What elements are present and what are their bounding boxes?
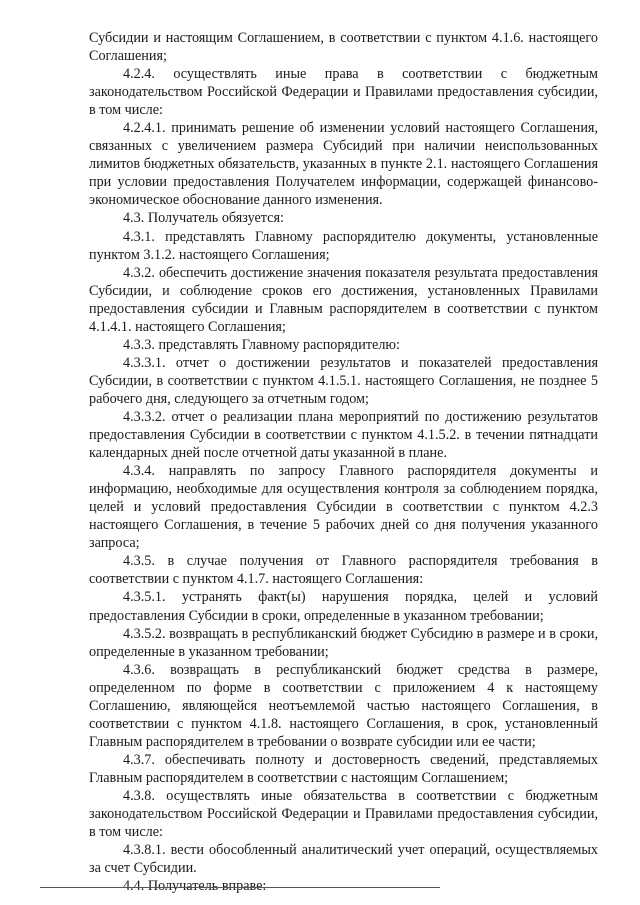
footnote-separator	[40, 887, 440, 888]
paragraph: 4.2.4. осуществлять иные права в соответствии с бюджетным законодательством Российской Федерации и Правилами предоставления субсидии, в том числе:	[89, 66, 598, 119]
paragraph: 4.3.1. представлять Главному распорядителю документы, установленные пунктом 3.1.2. настоящего Соглашения;	[89, 228, 598, 263]
paragraph: 4.3.6. возвращать в республиканский бюджет средства в размере, определенном по форме в соответствии с приложением 4 к настоящему Соглашению, являющейся неотъемлемой частью настоящего Соглашения, в соответствии с пунктом 4.1.8. настоящего Соглашения, в срок, установленный Главным распорядителем в требовании о возврате субсидии или ее части;	[89, 661, 598, 750]
paragraph: 4.3.5.1. устранять факт(ы) нарушения порядка, целей и условий предоставления Субсидии в сроки, определенные в указанном требовании;	[89, 589, 598, 624]
paragraph: 4.4. Получатель вправе:	[123, 878, 267, 895]
paragraph: 4.3.5. в случае получения от Главного распорядителя требования в соответствии с пунктом 4.1.7. настоящего Соглашения:	[89, 553, 598, 588]
paragraph: 4.2.4.1. принимать решение об изменении условий настоящего Соглашения, связанных с увеличением размера Субсидий при наличии неиспользованных лимитов бюджетных обязательств, указанных в пункте 2.1. настоящего Соглашения при условии предоставления Получателем информации, содержащей финансово-экономическое обоснование данного изменения.	[89, 120, 598, 209]
paragraph: 4.3.3. представлять Главному распорядителю:	[123, 336, 400, 353]
document-body	[89, 29, 598, 895]
paragraph: 4.3.3.1. отчет о достижении результатов и показателей предоставления Субсидии, в соответствии с пунктом 4.1.5.1. настоящего Соглашения, не позднее 5 рабочего дня, следующего за отчетным годом;	[89, 354, 598, 407]
paragraph: 4.3.5.2. возвращать в республиканский бюджет Субсидию в размере и в сроки, определенные в указанном требовании;	[89, 625, 598, 660]
paragraph: 4.3.2. обеспечить достижение значения показателя результата предоставления Субсидии, и соблюдение сроков его достижения, установленных Правилами предоставления субсидии и Главным распорядителем в соответствии с пунктом 4.1.4.1. настоящего Соглашения;	[89, 264, 598, 335]
paragraph: 4.3.3.2. отчет о реализации плана мероприятий по достижению результатов предоставления Субсидии в соответствии с пунктом 4.1.5.2. в течении пятнадцати календарных дней после отчетной даты указанной в плане.	[89, 408, 598, 462]
paragraph: 4.3.8.1. вести обособленный аналитический учет операций, осуществляемых за счет Субсидии.	[89, 842, 598, 877]
paragraph: 4.3.8. осуществлять иные обязательства в соответствии с бюджетным законодательством Российской Федерации и Правилами предоставления субсидии, в том числе:	[89, 787, 598, 841]
paragraph: 4.3.7. обеспечивать полноту и достоверность сведений, представляемых Главным распорядителем в соответствии с настоящим Соглашением;	[89, 751, 598, 786]
paragraph: 4.3.4. направлять по запросу Главного распорядителя документы и информацию, необходимые для осуществления контроля за соблюдением порядка, целей и условий предоставления Субсидии в соответствии с пунктом 4.2.3 настоящего Соглашения, в течение 5 рабочих дней со дня получения указанного запроса;	[89, 463, 598, 552]
paragraph: Субсидии и настоящим Соглашением, в соответствии с пунктом 4.1.6. настоящего Соглашения;	[89, 30, 598, 65]
paragraph: 4.3. Получатель обязуется:	[123, 210, 284, 227]
